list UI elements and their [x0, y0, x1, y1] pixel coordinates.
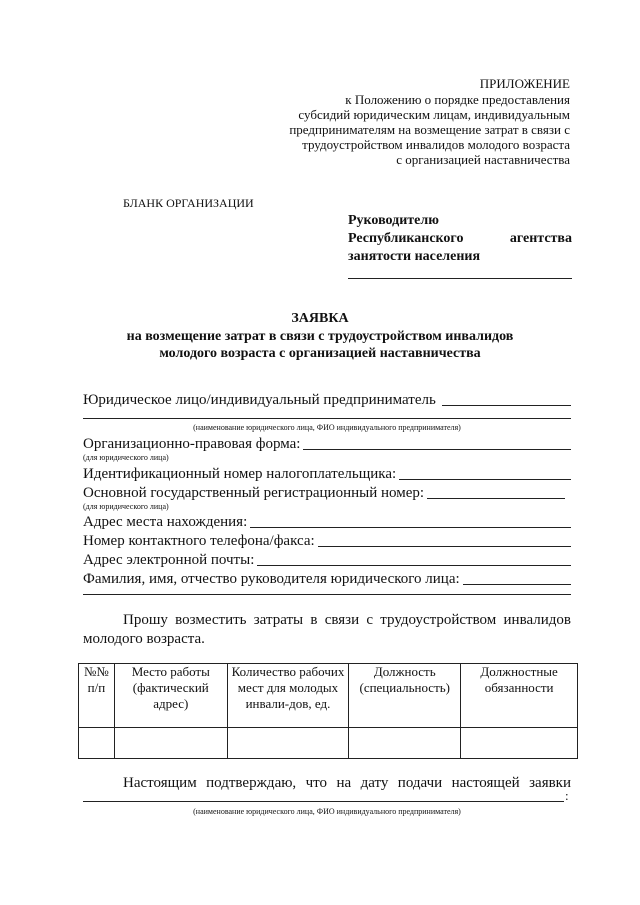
- phone-field[interactable]: [318, 545, 571, 547]
- ogrn-field[interactable]: [427, 497, 565, 499]
- head-name-row: [83, 570, 571, 588]
- request-line: Прошу возместить затраты в связи с трудоустройством инвалидов: [123, 612, 571, 628]
- table-header-cell: Место работы (фактический адрес): [114, 664, 227, 728]
- address-field[interactable]: [250, 526, 571, 528]
- table-row: [79, 728, 578, 759]
- legal-form-row: [83, 435, 571, 453]
- entity-label: Юридическое лицо/индивидуальный предприниматель: [83, 392, 436, 408]
- email-label: Адрес электронной почты:: [83, 552, 255, 568]
- entity-row: [83, 391, 571, 409]
- applicant-fields: [83, 385, 571, 600]
- table-cell[interactable]: [349, 728, 461, 759]
- table-header-cell: №№ п/п: [79, 664, 115, 728]
- entity-hint: (наименование юридического лица, ФИО индивидуального предпринимателя): [193, 423, 461, 432]
- document-subtitle: на возмещение затрат в связи с трудоустройством инвалидов: [126, 329, 514, 344]
- address-label: Адрес места нахождения:: [83, 514, 248, 530]
- appendix-line: к Положению о порядке предоставления: [345, 92, 570, 107]
- head-name-label: Фамилия, имя, отчество руководителя юридического лица:: [83, 571, 460, 587]
- document-title: ЗАЯВКА: [291, 311, 349, 326]
- appendix-line: с организацией наставничества: [396, 152, 570, 167]
- legal-form-hint: (для юридического лица): [83, 453, 169, 462]
- phone-row: [83, 532, 571, 550]
- addressee-signature-line[interactable]: [348, 278, 572, 279]
- appendix-line: субсидий юридическим лицам, индивидуальным: [298, 107, 570, 122]
- entity-extra-line[interactable]: [83, 418, 571, 419]
- head-name-field[interactable]: [463, 583, 571, 585]
- table-header-cell: Количество рабочих мест для молодых инвали-дов, ед.: [227, 664, 349, 728]
- document-heading: [0, 310, 640, 362]
- appendix-title: ПРИЛОЖЕНИЕ: [479, 76, 570, 91]
- address-row: [83, 513, 571, 531]
- phone-label: Номер контактного телефона/факса:: [83, 533, 315, 549]
- email-field[interactable]: [257, 564, 571, 566]
- legal-form-field[interactable]: [303, 448, 571, 450]
- confirmation-colon: :: [565, 788, 569, 803]
- head-name-extra-line[interactable]: [83, 594, 571, 595]
- table-header-row: [79, 664, 578, 728]
- addressee-word: агентства: [509, 231, 572, 246]
- table-cell[interactable]: [227, 728, 349, 759]
- confirmation-line: Настоящим подтверждаю, что на дату подачи настоящей заявки: [123, 775, 571, 791]
- inn-row: [83, 465, 571, 483]
- confirmation-field[interactable]: [83, 801, 564, 802]
- confirmation-hint: (наименование юридического лица, ФИО индивидуального предпринимателя): [193, 807, 461, 816]
- appendix-block: [240, 76, 570, 167]
- addressee-line: [348, 230, 572, 248]
- letterhead-label: БЛАНК ОРГАНИЗАЦИИ: [123, 196, 254, 210]
- addressee-block: [348, 212, 572, 279]
- addressee-line: занятости населения: [348, 249, 481, 264]
- addressee-line: Руководителю: [348, 213, 439, 228]
- request-paragraph: [83, 611, 571, 649]
- entity-field[interactable]: [442, 404, 571, 406]
- table-header-cell: Должностные обязанности: [461, 664, 578, 728]
- appendix-line: трудоустройством инвалидов молодого возраста: [302, 137, 570, 152]
- table-cell[interactable]: [461, 728, 578, 759]
- positions-table: [78, 663, 578, 759]
- ogrn-hint: (для юридического лица): [83, 502, 169, 511]
- appendix-line: предпринимателям на возмещение затрат в связи с: [289, 122, 570, 137]
- inn-label: Идентификационный номер налогоплательщика:: [83, 466, 397, 482]
- addressee-word: Республиканского: [348, 231, 464, 246]
- ogrn-label: Основной государственный регистрационный номер:: [83, 485, 425, 501]
- email-row: [83, 551, 571, 569]
- table-header-cell: Должность (специальность): [349, 664, 461, 728]
- table-cell[interactable]: [79, 728, 115, 759]
- document-subtitle: молодого возраста с организацией наставничества: [159, 346, 481, 361]
- inn-field[interactable]: [399, 478, 571, 480]
- legal-form-label: Организационно-правовая форма:: [83, 436, 301, 452]
- request-line: молодого возраста.: [83, 631, 205, 647]
- table-cell[interactable]: [114, 728, 227, 759]
- ogrn-row: [83, 484, 565, 502]
